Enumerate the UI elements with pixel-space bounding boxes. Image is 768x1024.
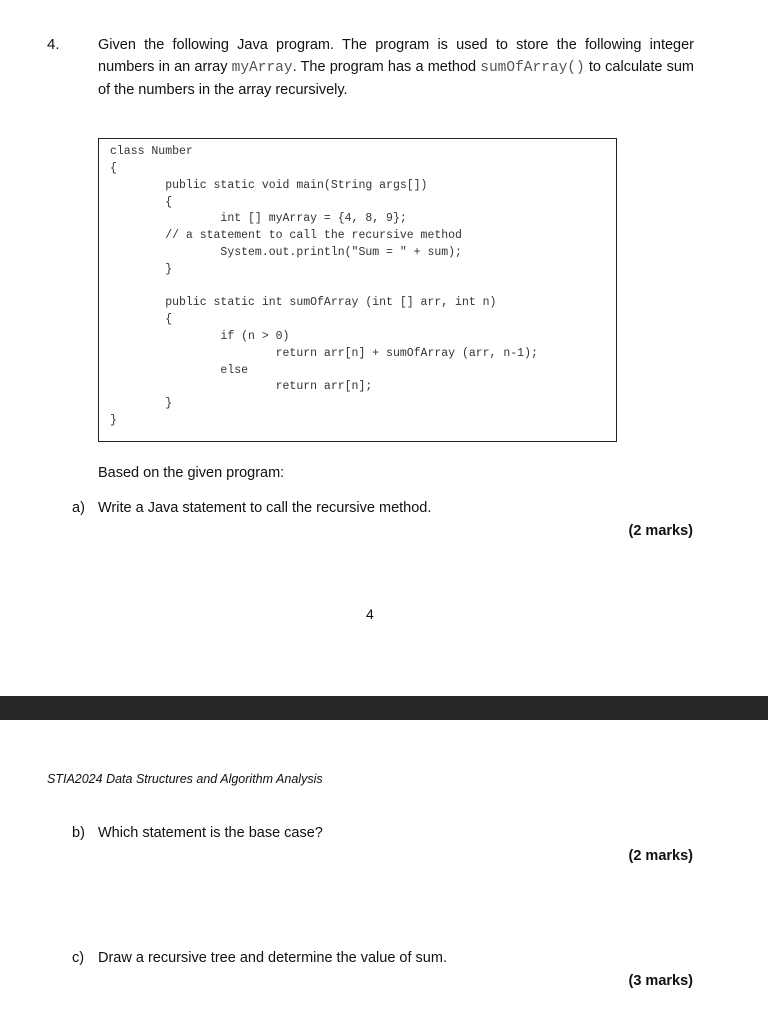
code-line: return arr[n]; [110, 380, 373, 393]
code-line: System.out.println("Sum = " + sum); [110, 246, 462, 259]
part-a-letter: a) [72, 500, 85, 516]
code-line: } [110, 397, 173, 410]
page-break-bar [0, 696, 768, 720]
part-c-marks: (3 marks) [628, 973, 693, 989]
code-line: int [] myArray = {4, 8, 9}; [110, 212, 407, 225]
question-intro [98, 34, 694, 101]
intro-code-sumofarray: sumOfArray() [480, 60, 585, 76]
code-line: else [110, 364, 249, 377]
question-number: 4. [47, 36, 60, 53]
code-line: } [110, 414, 117, 427]
part-b-marks: (2 marks) [628, 848, 693, 864]
part-c-letter: c) [72, 950, 85, 966]
code-listing-box [98, 138, 617, 442]
part-b-text: Which statement is the base case? [98, 825, 323, 841]
part-a-text: Write a Java statement to call the recursive method. [98, 500, 432, 516]
intro-text-1: Given the following Java program. The program is used to store the following integer numbers in an array [98, 37, 694, 75]
course-title-header: STIA2024 Data Structures and Algorithm Analysis [47, 772, 323, 786]
code-line: { [110, 313, 173, 326]
code-line: { [110, 196, 173, 209]
based-on-text: Based on the given program: [98, 465, 285, 481]
code-line: class Number [110, 145, 193, 158]
code-line: // a statement to call the recursive method [110, 229, 462, 242]
intro-text-2: . The program has a method [292, 59, 481, 75]
code-line: } [110, 263, 173, 276]
part-c-text: Draw a recursive tree and determine the value of sum. [98, 950, 447, 966]
part-a-marks: (2 marks) [628, 523, 693, 539]
intro-code-myarray: myArray [231, 60, 293, 76]
code-line: return arr[n] + sumOfArray (arr, n-1); [110, 347, 538, 360]
code-line: if (n > 0) [110, 330, 290, 343]
code-line: { [110, 162, 117, 175]
code-line: public static int sumOfArray (int [] arr, int n) [110, 296, 497, 309]
page-number: 4 [366, 606, 374, 622]
part-b-letter: b) [72, 825, 85, 841]
intro-text-3: to calculate sum of the numbers in the array recursively. [98, 59, 694, 98]
code-line: public static void main(String args[]) [110, 179, 428, 192]
